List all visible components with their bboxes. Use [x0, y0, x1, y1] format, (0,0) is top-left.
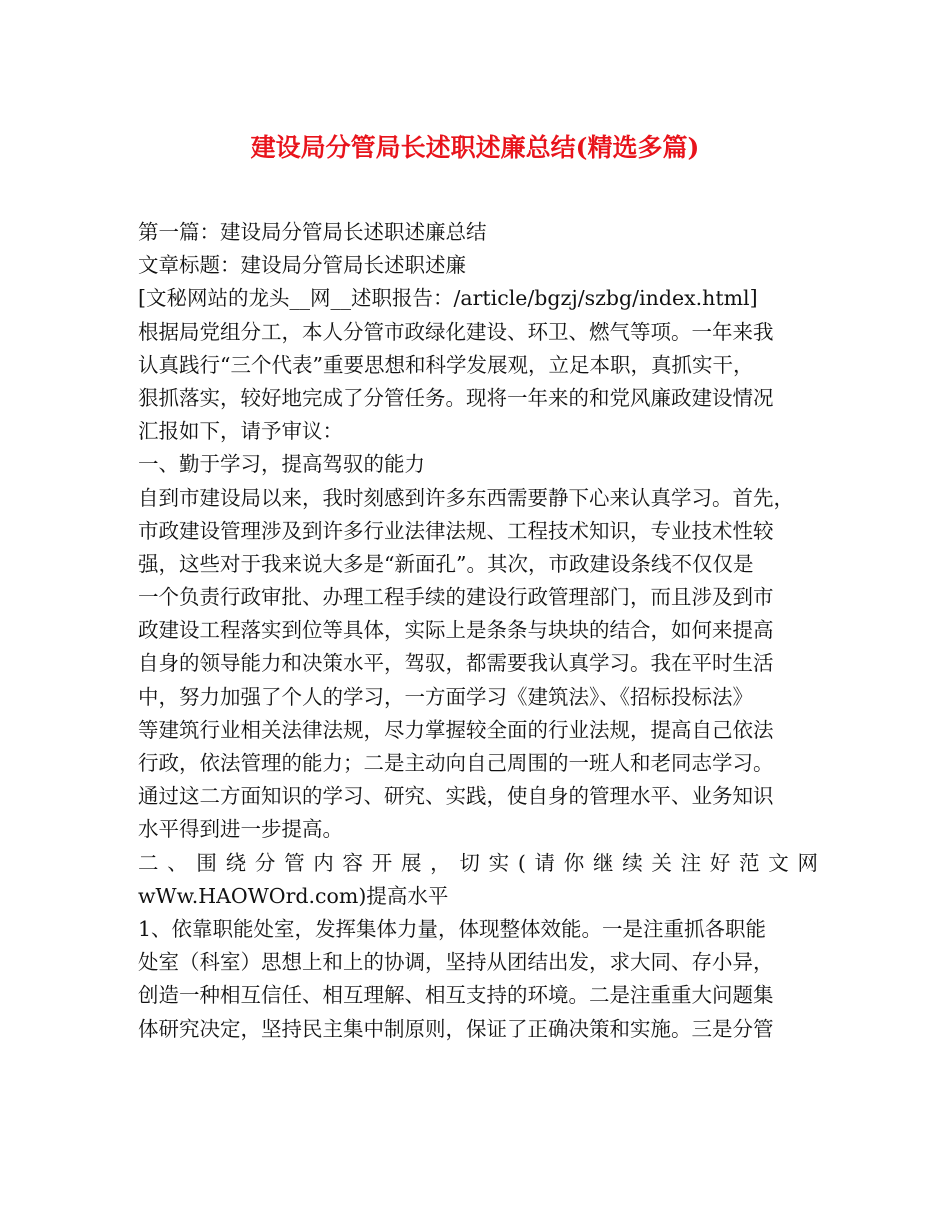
text-line: [文秘网站的龙头__网__述职报告：/article/bgzj/szbg/index.html] [138, 286, 758, 311]
text-line: wWw.HAOWOrd.com)提高水平 [138, 883, 449, 908]
document-body [138, 216, 818, 1046]
text-line: 第一篇：建设局分管局长述职述廉总结 [138, 220, 487, 244]
text-line: 狠抓落实，较好地完成了分管任务。现将一年来的和党风廉政建设情况 [138, 385, 774, 410]
text-line: 文章标题：建设局分管局长述职述廉 [138, 253, 466, 278]
text-line: 处室（科室）思想上和上的协调，坚持从团结出发，求大同、存小异， [138, 950, 774, 975]
text-line: 自到市建设局以来，我时刻感到许多东西需要静下心来认真学习。首先， [138, 485, 794, 510]
text-line: 水平得到进一步提高。 [138, 817, 343, 842]
text-line: 一、勤于学习，提高驾驭的能力 [138, 452, 425, 477]
text-line: 一个负责行政审批、办理工程手续的建设行政管理部门，而且涉及到市 [138, 585, 774, 610]
document-title: 建设局分管局长述职述廉总结(精选多篇) [250, 133, 700, 162]
text-line: 等建筑行业相关法律法规，尽力掌握较全面的行业法规，提高自己依法 [138, 717, 774, 742]
text-line: 通过这二方面知识的学习、研究、实践，使自身的管理水平、业务知识 [138, 784, 774, 809]
text-line: 中，努力加强了个人的学习，一方面学习《建筑法》、《招标投标法》 [138, 684, 753, 709]
text-line: 市政建设管理涉及到许多行业法律法规、工程技术知识，专业技术性较 [138, 518, 774, 543]
text-line: 1、依靠职能处室，发挥集体力量，体现整体效能。一是注重抓各职能 [138, 916, 767, 941]
text-line: 强，这些对于我来说大多是“新面孔”。其次，市政建设条线不仅仅是 [138, 551, 754, 576]
text-line: 政建设工程落实到位等具体，实际上是条条与块块的结合，如何来提高 [138, 618, 774, 643]
text-line: 二、围绕分管内容开展，切实(请你继续关注好范文网 [138, 850, 818, 875]
text-line: 根据局党组分工，本人分管市政绿化建设、环卫、燃气等项。一年来我 [138, 319, 774, 344]
text-line: 自身的领导能力和决策水平，驾驭，都需要我认真学习。我在平时生活 [138, 651, 774, 676]
text-line: 创造一种相互信任、相互理解、相互支持的环境。二是注重重大问题集 [138, 983, 774, 1008]
text-line: 体研究决定，坚持民主集中制原则，保证了正确决策和实施。三是分管 [138, 1016, 774, 1041]
text-line: 行政，依法管理的能力；二是主动向自己周围的一班人和老同志学习。 [138, 751, 774, 775]
text-line: 汇报如下，请予审议： [138, 419, 343, 444]
text-line: 认真践行“三个代表”重要思想和科学发展观，立足本职，真抓实干， [138, 352, 754, 377]
